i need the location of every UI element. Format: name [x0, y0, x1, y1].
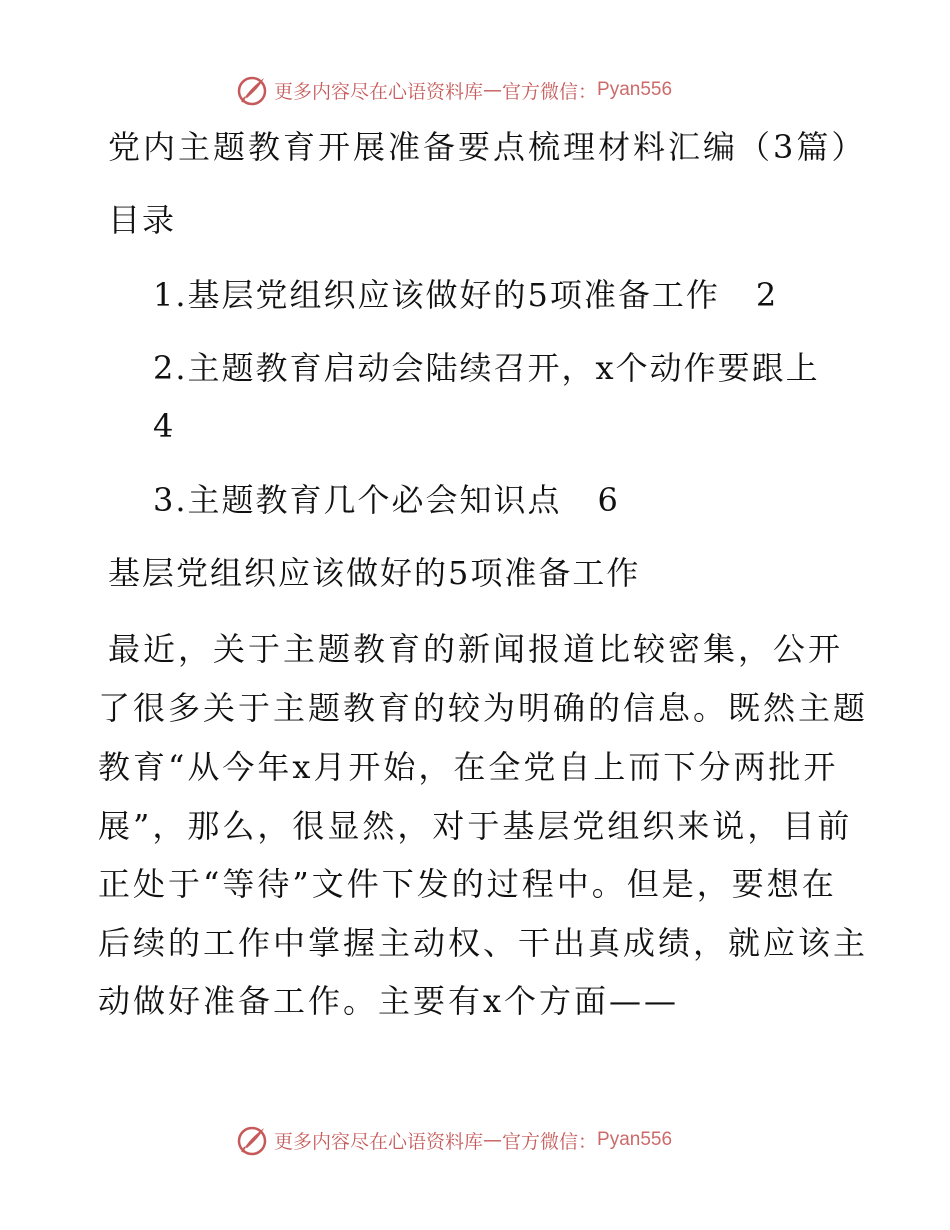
watermark-text: 更多内容尽在心语资料库 — [274, 1130, 484, 1153]
watermark-label: 官方微信： — [502, 1130, 598, 1153]
toc-item-2[interactable] — [153, 348, 820, 388]
paragraph-line: 最近，关于主题教育的新闻报道比较密集，公开 — [108, 630, 844, 668]
watermark-separator: — — [483, 1129, 503, 1151]
watermark-separator: — — [483, 79, 503, 101]
toc-item-1[interactable] — [153, 275, 778, 315]
footer-watermark — [236, 1123, 672, 1157]
quill-logo-icon — [236, 74, 268, 106]
section-title: 基层党组织应该做好的5项准备工作 — [108, 554, 641, 592]
header-watermark — [236, 73, 672, 107]
document-title: 党内主题教育开展准备要点梳理材料汇编（3篇） — [108, 128, 867, 166]
watermark-wechat-id: Pyan556 — [597, 1129, 673, 1150]
toc-item-3[interactable] — [153, 480, 620, 520]
quill-logo-icon — [236, 1124, 268, 1156]
toc-item-text: 1.基层党组织应该做好的5项准备工作 — [153, 276, 720, 314]
paragraph-line: 后续的工作中掌握主动权、干出真成绩，就应该主 — [98, 924, 869, 962]
toc-page-number: 2 — [755, 276, 779, 314]
paragraph-line: 教育“从今年x月开始，在全党自上而下分两批开 — [98, 748, 839, 786]
watermark-label: 官方微信： — [502, 80, 598, 103]
toc-page-number: 4 — [153, 407, 176, 445]
paragraph-line: 动做好准备工作。主要有x个方面—— — [98, 982, 680, 1020]
toc-heading: 目录 — [108, 201, 177, 239]
toc-item-2-page — [153, 406, 175, 446]
toc-item-text: 2.主题教育启动会陆续召开，x个动作要跟上 — [153, 349, 820, 387]
watermark-text: 更多内容尽在心语资料库 — [274, 80, 484, 103]
paragraph-line: 了很多关于主题教育的较为明确的信息。既然主题 — [98, 689, 869, 727]
toc-page-number: 6 — [597, 481, 620, 519]
paragraph-line: 展”，那么，很显然，对于基层党组织来说，目前 — [98, 807, 853, 845]
toc-item-text: 3.主题教育几个必会知识点 — [153, 481, 562, 519]
watermark-wechat-id: Pyan556 — [597, 79, 673, 100]
paragraph-line: 正处于“等待”文件下发的过程中。但是，要想在 — [98, 865, 837, 903]
